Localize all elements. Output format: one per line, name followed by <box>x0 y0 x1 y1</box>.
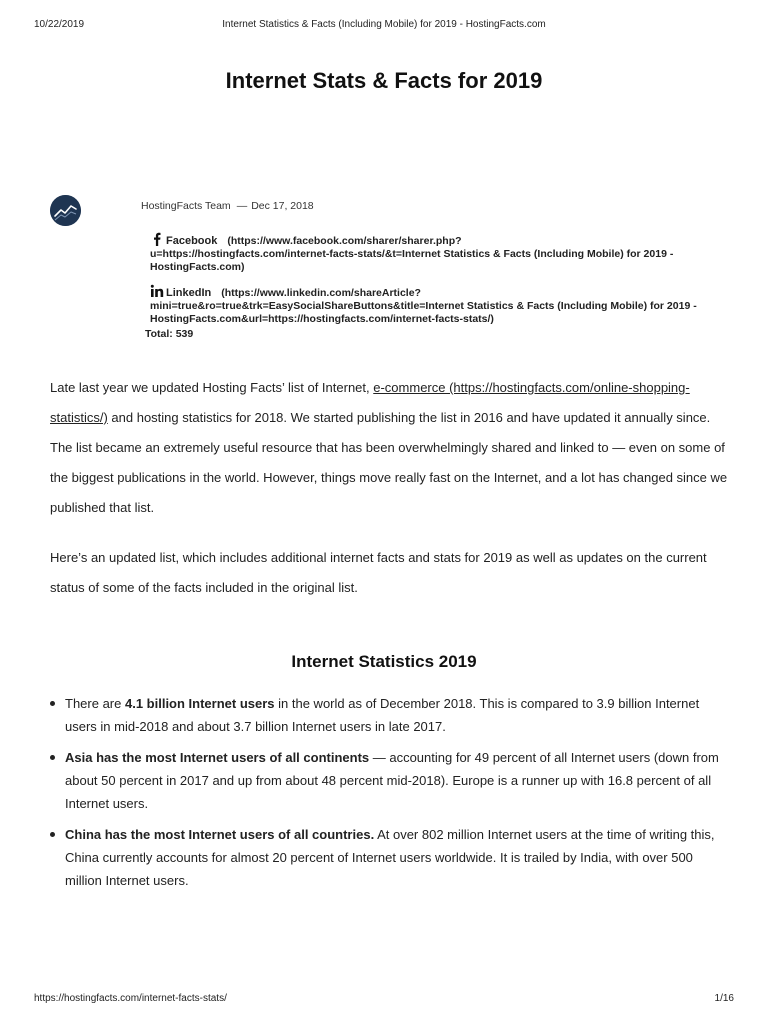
list-item <box>50 823 730 892</box>
intro-paragraph-1 <box>50 373 730 523</box>
print-header <box>0 0 768 40</box>
facebook-share-url[interactable]: u=https://hostingfacts.com/internet-facts-stats/&t=Internet Statistics & Facts (Including Mobile) for 2019 - HostingFacts.com) <box>150 248 674 273</box>
post-date: Dec 17, 2018 <box>251 200 314 212</box>
linkedin-share-url[interactable]: mini=true&ro=true&trk=EasySocialShareButtons&title=Internet Statistics & Facts (Including Mobile) for 2019 - HostingFacts.com&url=https://hostingfacts.com/internet-facts-stats/) <box>150 300 697 325</box>
footer-url: https://hostingfacts.com/internet-facts-stats/ <box>34 993 227 1004</box>
byline-separator: — <box>236 200 248 212</box>
avatar <box>50 195 81 226</box>
section-heading: Internet Statistics 2019 <box>291 652 477 671</box>
page-title: Internet Stats & Facts for 2019 <box>225 68 543 93</box>
stats-list <box>50 692 730 900</box>
bullet-text-after: — accounting for 49 percent of all Internet users (down from about 50 percent in 2017 and up from about 48 percent mid-2018). Europe is a runner up with 16.8 percent of all Internet users. <box>65 750 719 811</box>
linkedin-icon <box>150 284 164 298</box>
bullet-text-after: At over 802 million Internet users at the time of writing this, China currently accounts for almost 20 percent of Internet users worldwide. It is trailed by India, with over 500 million Internet users. <box>65 827 715 888</box>
share-linkedin[interactable] <box>150 284 710 326</box>
list-item <box>50 746 730 815</box>
bullet-text-after: in the world as of December 2018. This is compared to 3.9 billion Internet users in mid-2018 and about 3.7 billion Internet users in late 2017. <box>65 696 700 734</box>
share-facebook[interactable] <box>150 232 710 274</box>
linkedin-share-url-line1[interactable]: (https://www.linkedin.com/shareArticle? <box>221 287 421 299</box>
print-date: 10/22/2019 <box>34 19 85 30</box>
author-name[interactable]: HostingFacts Team <box>141 200 231 212</box>
bullet-dot <box>50 832 55 837</box>
bullet-dot <box>50 701 55 706</box>
bullet-highlight: 4.1 billion Internet users <box>124 696 275 711</box>
byline <box>141 200 314 212</box>
bullet-highlight: China has the most Internet users of all countries. <box>65 827 375 842</box>
share-total: Total: 539 <box>145 328 194 340</box>
intro-text-before: Late last year we updated Hosting Facts’ list of Internet, <box>50 380 374 395</box>
intro-text-after: and hosting statistics for 2018. We started publishing the list in 2016 and have updated it annually since. The list became an extremely useful resource that has been overwhelmingly shared and linked to — even on some of the biggest publications in the world. However, things move really fast on the Internet, and a lot has changed since we published that list. <box>50 410 728 515</box>
bullet-highlight: Asia has the most Internet users of all continents <box>65 750 370 765</box>
facebook-share-url-line1[interactable]: (https://www.facebook.com/sharer/sharer.php? <box>227 235 462 247</box>
chart-line-icon <box>50 195 81 226</box>
bullet-text-before: There are <box>65 696 125 711</box>
page-number: 1/16 <box>714 993 734 1004</box>
facebook-label: Facebook <box>166 235 218 247</box>
list-item <box>50 692 730 738</box>
print-doc-title: Internet Statistics & Facts (Including Mobile) for 2019 - HostingFacts.com <box>222 19 546 30</box>
ecommerce-stats-link[interactable]: e-commerce (https://hostingfacts.com/online-shopping-statistics/) <box>50 380 690 425</box>
facebook-icon <box>150 232 164 246</box>
linkedin-label: LinkedIn <box>166 287 212 299</box>
bullet-dot <box>50 755 55 760</box>
intro-paragraph-2: Here’s an updated list, which includes additional internet facts and stats for 2019 as well as updates on the current status of some of the facts included in the original list. <box>50 550 707 595</box>
